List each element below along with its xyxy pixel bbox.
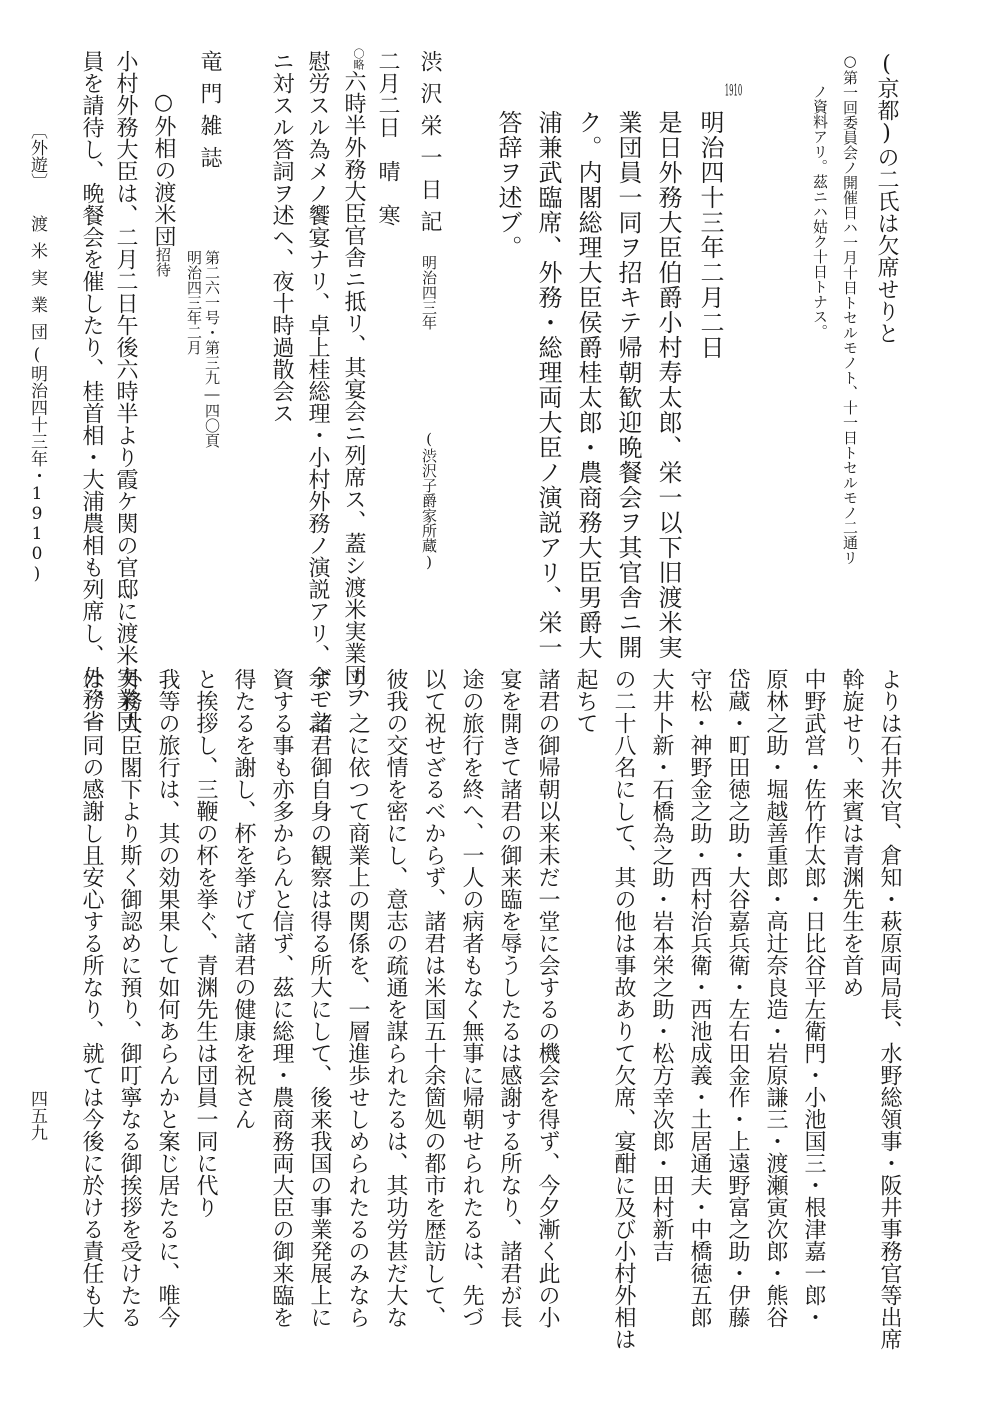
diary-omit-mark: 〇略 [352,48,365,70]
diary-line-1 [342,48,364,708]
running-header-title: 渡米実業団 [27,215,47,350]
body-line-13: 以て祝せざるべからず、諸君は米国五十余箇処の都市を歴訪して、 [421,668,446,1328]
entry-line-4: 浦兼武臨席、外務・総理両大臣ノ演説アリ、栄一 [534,110,562,660]
entry-date: 明治四十三年二月二日 [696,110,724,360]
committee-note-line-2: ノ資料アリ。茲ニハ姑ク十日トナス。 [811,84,829,339]
journal-issue: 第二六一号・第三九―四〇頁 [203,250,221,448]
body-line-5: 岱蔵・町田徳之助・大谷嘉兵衛・左右田金作・上遠野富之助・伊藤 [725,668,750,1328]
journal-title: 竜門雑誌 [197,50,222,178]
body-line-21: 外務大臣閣下より斯く御認めに預り、御叮寧なる御挨拶を受けたる [117,668,142,1328]
year-ad-number: 1910 [724,82,743,98]
journal-line-2: 員を請待し、晩餐会を催したり、桂首相・大浦農相も列席し、外務省 [79,50,104,732]
diary-line-2: 慰労スル為メノ饗宴ナリ、卓上桂総理・小村外務ノ演説アリ、余モ之 [305,50,330,732]
body-line-1: よりは石井次官、倉知・萩原両局長、水野総領事・阪井事務官等出席 [877,668,902,1350]
body-line-14: 彼我の交情を密にし、意志の疏通を謀られたるは、其功労甚だ大な [383,668,408,1328]
committee-note-line-1: ○第一回委員会ノ開催日ハ一月十日トセルモノト、十一日トセルモノ二通リ [841,52,859,565]
diary-year: 明治四三年 [420,255,438,330]
article-title-main: ○外相の渡米団 [151,90,176,247]
body-line-2: 斡旋せり、来賓は青渊先生を首め [839,668,864,998]
body-line-6: 守松・神野金之助・西村治兵衛・西池成義・土居通夫・中橋徳五郎 [687,668,712,1328]
page-number: 四五九 [27,1090,47,1141]
body-line-19: と挨拶し、三鞭の杯を挙ぐ、青渊先生は団員一同に代り [193,668,218,1218]
entry-line-1: 是日外務大臣伯爵小村寿太郎、栄一以下旧渡米実 [654,110,682,660]
entry-line-5: 答辞ヲ述ブ。 [494,110,522,260]
body-line-17: 資する事も亦多からんと信ず、茲に総理・農商務両大臣の御来臨を [269,668,294,1328]
diary-source: (渋沢子爵家所蔵) [420,430,438,571]
body-line-20: 我等の旅行は、其の効果果して如何あらんかと案じ居たるに、唯今 [155,668,180,1328]
body-line-11: 宴を開きて諸君の御来臨を辱うしたるは感謝する所なり、諸君が長 [497,668,522,1328]
running-header-category: 〔外遊〕 [27,122,47,190]
diary-line-3: ニ対スル答詞ヲ述ヘ、夜十時過散会ス [269,50,294,424]
body-line-9: 起ちて [573,668,598,734]
body-line-7: 大井卜新・石橋為之助・岩本栄之助・松方幸次郎・田村新吉 [649,668,674,1262]
journal-line-1: 小村外務大臣は、二月二日午後六時半より霞ケ関の官邸に渡米実業団 [113,50,138,732]
body-line-15: り、之に依つて商業上の関係を、一層進歩せしめられたるのみなら [345,668,370,1328]
diary-title: 渋沢栄一日記 [417,50,442,242]
entry-line-3: ク。内閣総理大臣侯爵桂太郎・農商務大臣男爵大 [574,110,602,660]
entry-line-2: 業団員一同ヲ招キテ帰朝歓迎晩餐会ヲ其官舎ニ開 [614,110,642,660]
article-title [152,90,174,277]
article-title-sub: 招待 [154,247,172,277]
diary-date: 二月二日 晴 寒 [375,50,400,226]
note-kyoto: (京都)の二氏は欠席せりと [874,52,899,344]
body-line-16: ず、諸君御自身の観察は得る所大にして、後来我国の事業発展上に [307,668,332,1328]
diary-line-1-text: 六時半外務大臣官舎ニ抵リ、其宴会ニ列席ス、蓋シ渡米実業団ヲ [341,70,366,708]
journal-date: 明治四三年二月 [185,250,203,355]
body-line-10: 諸君の御帰朝以来未だ一堂に会するの機会を得ず、今夕漸く此の小 [535,668,560,1328]
body-line-18: 得たるを謝し、杯を挙げて諸君の健康を祝さん [231,668,256,1130]
body-line-8: の二十八名にして、其の他は事故ありて欠席、宴酣に及び小村外相は [611,668,636,1350]
body-line-4: 原林之助・堀越善重郎・高辻奈良造・岩原謙三・渡瀬寅次郎・熊谷 [763,668,788,1328]
body-line-22: は、一同の感謝し且安心する所なり、就ては今後に於ける責任も大 [79,668,104,1328]
running-header-year: (明治四十三年・1910) [27,345,47,584]
body-line-12: 途の旅行を終へ、一人の病者もなく無事に帰朝せられたるは、先づ [459,668,484,1328]
body-line-3: 中野武営・佐竹作太郎・日比谷平左衛門・小池国三・根津嘉一郎・ [801,668,826,1328]
year-ad [722,82,744,98]
